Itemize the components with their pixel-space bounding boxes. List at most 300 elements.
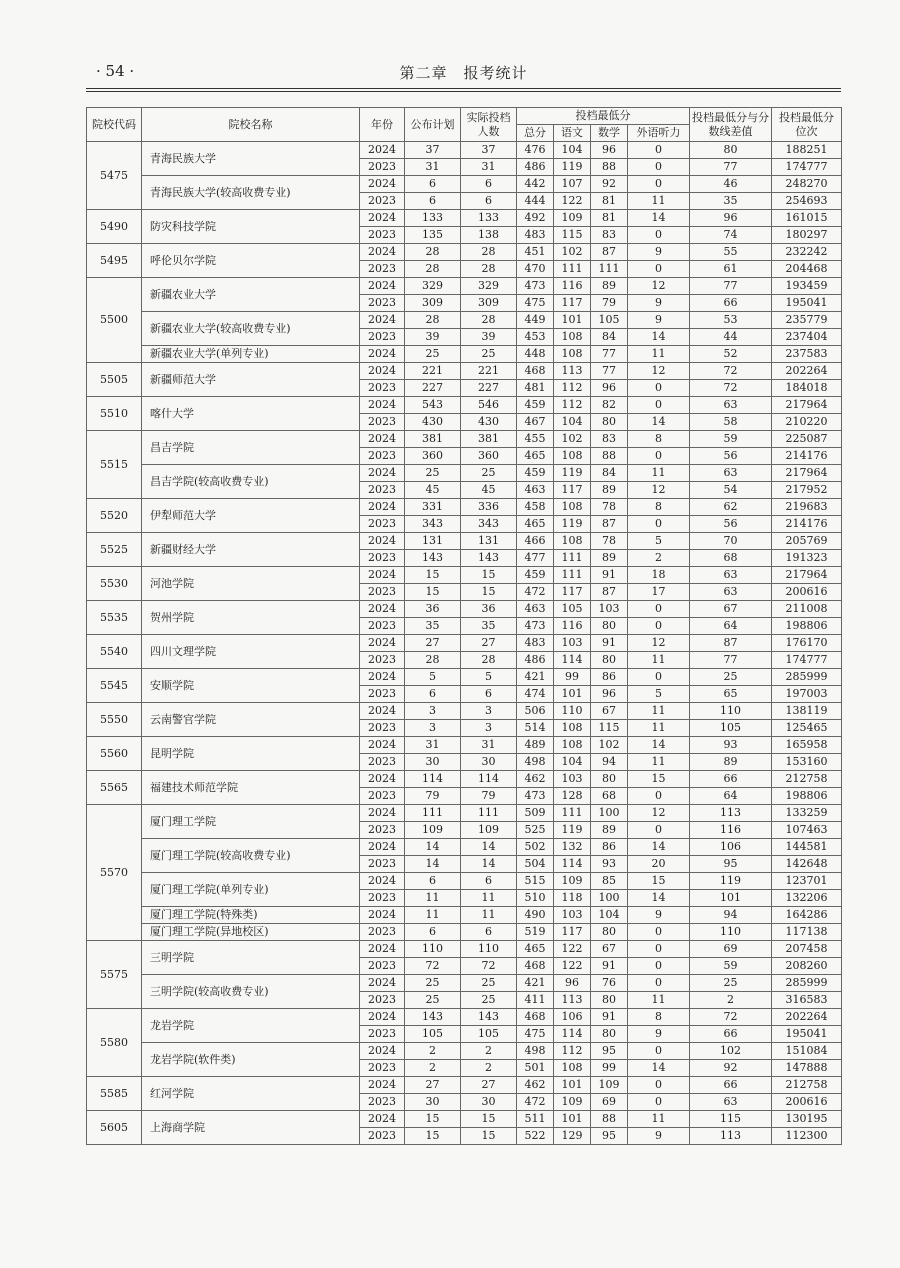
actual-cell: 31: [461, 737, 517, 754]
math-score-cell: 100: [591, 890, 628, 907]
diff-cell: 74: [690, 227, 772, 244]
chinese-score-cell: 113: [554, 363, 591, 380]
rank-cell: 147888: [772, 1060, 842, 1077]
diff-cell: 70: [690, 533, 772, 550]
listening-score-cell: 11: [628, 703, 690, 720]
actual-cell: 72: [461, 958, 517, 975]
chinese-score-cell: 108: [554, 346, 591, 363]
diff-cell: 64: [690, 618, 772, 635]
plan-cell: 28: [405, 652, 461, 669]
actual-cell: 14: [461, 856, 517, 873]
total-score-cell: 511: [517, 1111, 554, 1128]
listening-score-cell: 18: [628, 567, 690, 584]
chinese-score-cell: 129: [554, 1128, 591, 1145]
chinese-score-cell: 101: [554, 1111, 591, 1128]
actual-cell: 30: [461, 754, 517, 771]
plan-cell: 31: [405, 737, 461, 754]
plan-cell: 343: [405, 516, 461, 533]
plan-cell: 37: [405, 142, 461, 159]
total-score-cell: 490: [517, 907, 554, 924]
actual-cell: 114: [461, 771, 517, 788]
chinese-score-cell: 119: [554, 516, 591, 533]
plan-cell: 131: [405, 533, 461, 550]
plan-cell: 72: [405, 958, 461, 975]
school-code-cell: 5535: [87, 601, 142, 635]
school-code-cell: 5545: [87, 669, 142, 703]
chinese-score-cell: 118: [554, 890, 591, 907]
rank-cell: 205769: [772, 533, 842, 550]
diff-cell: 66: [690, 1077, 772, 1094]
year-cell: 2024: [360, 975, 405, 992]
diff-cell: 110: [690, 703, 772, 720]
plan-cell: 2: [405, 1043, 461, 1060]
year-cell: 2023: [360, 686, 405, 703]
rank-cell: 200616: [772, 584, 842, 601]
year-cell: 2024: [360, 771, 405, 788]
school-name-cell: 三明学院(较高收费专业): [142, 975, 360, 1009]
actual-cell: 2: [461, 1043, 517, 1060]
diff-cell: 64: [690, 788, 772, 805]
listening-score-cell: 0: [628, 227, 690, 244]
table-row: [87, 567, 842, 584]
plan-cell: 6: [405, 873, 461, 890]
actual-cell: 15: [461, 1111, 517, 1128]
plan-cell: 25: [405, 346, 461, 363]
math-score-cell: 77: [591, 346, 628, 363]
school-code-cell: 5520: [87, 499, 142, 533]
rank-cell: 151084: [772, 1043, 842, 1060]
diff-cell: 68: [690, 550, 772, 567]
math-score-cell: 76: [591, 975, 628, 992]
listening-score-cell: 11: [628, 720, 690, 737]
rank-cell: 132206: [772, 890, 842, 907]
chinese-score-cell: 122: [554, 958, 591, 975]
total-score-cell: 483: [517, 635, 554, 652]
listening-score-cell: 9: [628, 1128, 690, 1145]
table-row: [87, 805, 842, 822]
diff-cell: 58: [690, 414, 772, 431]
chinese-score-cell: 101: [554, 1077, 591, 1094]
listening-score-cell: 12: [628, 635, 690, 652]
year-cell: 2023: [360, 550, 405, 567]
rank-cell: 214176: [772, 448, 842, 465]
school-name-cell: 福建技术师范学院: [142, 771, 360, 805]
chinese-score-cell: 132: [554, 839, 591, 856]
school-name-cell: 防灾科技学院: [142, 210, 360, 244]
math-score-cell: 102: [591, 737, 628, 754]
diff-cell: 119: [690, 873, 772, 890]
plan-cell: 35: [405, 618, 461, 635]
math-score-cell: 81: [591, 210, 628, 227]
total-score-cell: 522: [517, 1128, 554, 1145]
total-score-cell: 510: [517, 890, 554, 907]
actual-cell: 309: [461, 295, 517, 312]
plan-cell: 27: [405, 635, 461, 652]
diff-cell: 106: [690, 839, 772, 856]
year-cell: 2024: [360, 210, 405, 227]
total-score-cell: 472: [517, 1094, 554, 1111]
actual-cell: 109: [461, 822, 517, 839]
year-cell: 2023: [360, 618, 405, 635]
actual-cell: 14: [461, 839, 517, 856]
table-row: [87, 176, 842, 193]
diff-cell: 72: [690, 363, 772, 380]
actual-cell: 30: [461, 1094, 517, 1111]
table-row: [87, 703, 842, 720]
year-cell: 2023: [360, 958, 405, 975]
actual-cell: 2: [461, 1060, 517, 1077]
year-cell: 2023: [360, 652, 405, 669]
total-score-cell: 470: [517, 261, 554, 278]
rank-cell: 232242: [772, 244, 842, 261]
chinese-score-cell: 111: [554, 550, 591, 567]
diff-cell: 110: [690, 924, 772, 941]
chinese-score-cell: 117: [554, 924, 591, 941]
plan-cell: 227: [405, 380, 461, 397]
math-score-cell: 104: [591, 907, 628, 924]
actual-cell: 329: [461, 278, 517, 295]
rank-cell: 130195: [772, 1111, 842, 1128]
chinese-score-cell: 106: [554, 1009, 591, 1026]
table-row: [87, 1077, 842, 1094]
year-cell: 2023: [360, 720, 405, 737]
math-score-cell: 91: [591, 635, 628, 652]
total-score-cell: 519: [517, 924, 554, 941]
rank-cell: 133259: [772, 805, 842, 822]
year-cell: 2024: [360, 703, 405, 720]
year-cell: 2024: [360, 601, 405, 618]
diff-cell: 80: [690, 142, 772, 159]
plan-cell: 6: [405, 686, 461, 703]
chinese-score-cell: 114: [554, 1026, 591, 1043]
chinese-score-cell: 108: [554, 1060, 591, 1077]
listening-score-cell: 0: [628, 1043, 690, 1060]
table-row: [87, 1043, 842, 1060]
chinese-score-cell: 109: [554, 210, 591, 227]
plan-cell: 135: [405, 227, 461, 244]
listening-score-cell: 0: [628, 924, 690, 941]
chinese-score-cell: 128: [554, 788, 591, 805]
plan-cell: 309: [405, 295, 461, 312]
rank-cell: 117138: [772, 924, 842, 941]
year-cell: 2024: [360, 397, 405, 414]
chinese-score-cell: 104: [554, 142, 591, 159]
math-score-cell: 88: [591, 448, 628, 465]
admission-table: [86, 107, 842, 1145]
listening-score-cell: 11: [628, 193, 690, 210]
school-code-cell: 5525: [87, 533, 142, 567]
rank-cell: 235779: [772, 312, 842, 329]
chinese-score-cell: 101: [554, 686, 591, 703]
chinese-score-cell: 119: [554, 159, 591, 176]
diff-cell: 77: [690, 159, 772, 176]
total-score-cell: 502: [517, 839, 554, 856]
plan-cell: 28: [405, 244, 461, 261]
total-score-cell: 473: [517, 618, 554, 635]
math-score-cell: 86: [591, 669, 628, 686]
table-row: [87, 1111, 842, 1128]
diff-cell: 72: [690, 1009, 772, 1026]
diff-cell: 63: [690, 567, 772, 584]
school-name-cell: 青海民族大学: [142, 142, 360, 176]
plan-cell: 105: [405, 1026, 461, 1043]
rank-cell: 197003: [772, 686, 842, 703]
diff-cell: 95: [690, 856, 772, 873]
table-row: [87, 839, 842, 856]
plan-cell: 430: [405, 414, 461, 431]
total-score-cell: 455: [517, 431, 554, 448]
rank-cell: 316583: [772, 992, 842, 1009]
actual-cell: 6: [461, 924, 517, 941]
rank-cell: 164286: [772, 907, 842, 924]
school-code-cell: 5560: [87, 737, 142, 771]
chinese-score-cell: 110: [554, 703, 591, 720]
school-name-cell: 龙岩学院: [142, 1009, 360, 1043]
math-score-cell: 91: [591, 958, 628, 975]
table-row: [87, 907, 842, 924]
year-cell: 2023: [360, 414, 405, 431]
rank-cell: 219683: [772, 499, 842, 516]
col-header-plan: 公布计划: [405, 108, 461, 142]
year-cell: 2023: [360, 788, 405, 805]
chapter-title: 第二章 报考统计: [399, 64, 528, 82]
actual-cell: 15: [461, 584, 517, 601]
chinese-score-cell: 108: [554, 533, 591, 550]
chinese-score-cell: 111: [554, 567, 591, 584]
school-code-cell: 5490: [87, 210, 142, 244]
total-score-cell: 506: [517, 703, 554, 720]
plan-cell: 143: [405, 550, 461, 567]
total-score-cell: 449: [517, 312, 554, 329]
diff-cell: 115: [690, 1111, 772, 1128]
total-score-cell: 486: [517, 159, 554, 176]
plan-cell: 543: [405, 397, 461, 414]
listening-score-cell: 0: [628, 142, 690, 159]
math-score-cell: 83: [591, 431, 628, 448]
math-score-cell: 100: [591, 805, 628, 822]
actual-cell: 28: [461, 652, 517, 669]
table-row: [87, 941, 842, 958]
diff-cell: 35: [690, 193, 772, 210]
plan-cell: 114: [405, 771, 461, 788]
diff-cell: 59: [690, 958, 772, 975]
school-code-cell: 5585: [87, 1077, 142, 1111]
plan-cell: 14: [405, 856, 461, 873]
table-row: [87, 363, 842, 380]
listening-score-cell: 2: [628, 550, 690, 567]
listening-score-cell: 0: [628, 975, 690, 992]
math-score-cell: 67: [591, 941, 628, 958]
math-score-cell: 83: [591, 227, 628, 244]
year-cell: 2023: [360, 890, 405, 907]
year-cell: 2024: [360, 278, 405, 295]
school-name-cell: 安顺学院: [142, 669, 360, 703]
total-score-cell: 459: [517, 397, 554, 414]
actual-cell: 15: [461, 567, 517, 584]
actual-cell: 138: [461, 227, 517, 244]
table-row: [87, 737, 842, 754]
actual-cell: 111: [461, 805, 517, 822]
total-score-cell: 477: [517, 550, 554, 567]
actual-cell: 3: [461, 703, 517, 720]
listening-score-cell: 15: [628, 771, 690, 788]
year-cell: 2024: [360, 873, 405, 890]
plan-cell: 15: [405, 584, 461, 601]
total-score-cell: 504: [517, 856, 554, 873]
math-score-cell: 88: [591, 159, 628, 176]
total-score-cell: 473: [517, 278, 554, 295]
year-cell: 2024: [360, 431, 405, 448]
total-score-cell: 475: [517, 295, 554, 312]
rank-cell: 208260: [772, 958, 842, 975]
rank-cell: 161015: [772, 210, 842, 227]
chinese-score-cell: 116: [554, 278, 591, 295]
rank-cell: 195041: [772, 1026, 842, 1043]
plan-cell: 331: [405, 499, 461, 516]
total-score-cell: 463: [517, 482, 554, 499]
chinese-score-cell: 96: [554, 975, 591, 992]
math-score-cell: 89: [591, 278, 628, 295]
diff-cell: 102: [690, 1043, 772, 1060]
diff-cell: 56: [690, 448, 772, 465]
actual-cell: 105: [461, 1026, 517, 1043]
school-name-cell: 喀什大学: [142, 397, 360, 431]
year-cell: 2023: [360, 516, 405, 533]
math-score-cell: 115: [591, 720, 628, 737]
rank-cell: 217964: [772, 465, 842, 482]
listening-score-cell: 9: [628, 312, 690, 329]
math-score-cell: 109: [591, 1077, 628, 1094]
chinese-score-cell: 108: [554, 720, 591, 737]
chinese-score-cell: 116: [554, 618, 591, 635]
actual-cell: 336: [461, 499, 517, 516]
rank-cell: 225087: [772, 431, 842, 448]
actual-cell: 36: [461, 601, 517, 618]
plan-cell: 15: [405, 1128, 461, 1145]
listening-score-cell: 9: [628, 1026, 690, 1043]
school-name-cell: 呼伦贝尔学院: [142, 244, 360, 278]
diff-cell: 92: [690, 1060, 772, 1077]
listening-score-cell: 0: [628, 788, 690, 805]
math-score-cell: 68: [591, 788, 628, 805]
math-score-cell: 87: [591, 244, 628, 261]
diff-cell: 25: [690, 669, 772, 686]
diff-cell: 55: [690, 244, 772, 261]
chinese-score-cell: 112: [554, 397, 591, 414]
plan-cell: 15: [405, 1111, 461, 1128]
total-score-cell: 501: [517, 1060, 554, 1077]
actual-cell: 131: [461, 533, 517, 550]
year-cell: 2023: [360, 448, 405, 465]
year-cell: 2024: [360, 465, 405, 482]
year-cell: 2023: [360, 924, 405, 941]
math-score-cell: 80: [591, 618, 628, 635]
table-row: [87, 397, 842, 414]
listening-score-cell: 0: [628, 516, 690, 533]
plan-cell: 143: [405, 1009, 461, 1026]
chinese-score-cell: 113: [554, 992, 591, 1009]
math-score-cell: 87: [591, 584, 628, 601]
year-cell: 2023: [360, 295, 405, 312]
chinese-score-cell: 109: [554, 873, 591, 890]
actual-cell: 37: [461, 142, 517, 159]
diff-cell: 93: [690, 737, 772, 754]
listening-score-cell: 0: [628, 261, 690, 278]
school-name-cell: 伊犁师范大学: [142, 499, 360, 533]
listening-score-cell: 0: [628, 941, 690, 958]
total-score-cell: 489: [517, 737, 554, 754]
rank-cell: 202264: [772, 1009, 842, 1026]
diff-cell: 54: [690, 482, 772, 499]
plan-cell: 3: [405, 720, 461, 737]
total-score-cell: 474: [517, 686, 554, 703]
plan-cell: 30: [405, 1094, 461, 1111]
math-score-cell: 80: [591, 771, 628, 788]
math-score-cell: 89: [591, 550, 628, 567]
chinese-score-cell: 115: [554, 227, 591, 244]
diff-cell: 2: [690, 992, 772, 1009]
rank-cell: 188251: [772, 142, 842, 159]
chinese-score-cell: 103: [554, 635, 591, 652]
year-cell: 2024: [360, 312, 405, 329]
plan-cell: 31: [405, 159, 461, 176]
school-code-cell: 5475: [87, 142, 142, 210]
school-name-cell: 河池学院: [142, 567, 360, 601]
diff-cell: 63: [690, 465, 772, 482]
listening-score-cell: 0: [628, 1077, 690, 1094]
year-cell: 2024: [360, 346, 405, 363]
year-cell: 2024: [360, 839, 405, 856]
year-cell: 2023: [360, 1026, 405, 1043]
year-cell: 2024: [360, 1111, 405, 1128]
total-score-cell: 472: [517, 584, 554, 601]
listening-score-cell: 0: [628, 397, 690, 414]
actual-cell: 25: [461, 346, 517, 363]
listening-score-cell: 9: [628, 907, 690, 924]
plan-cell: 329: [405, 278, 461, 295]
header-rule: [86, 88, 841, 89]
diff-cell: 96: [690, 210, 772, 227]
col-header-diff: 投档最低分与分数线差值: [690, 108, 772, 142]
listening-score-cell: 15: [628, 873, 690, 890]
rank-cell: 142648: [772, 856, 842, 873]
table-row: [87, 1009, 842, 1026]
listening-score-cell: 11: [628, 652, 690, 669]
plan-cell: 25: [405, 992, 461, 1009]
listening-score-cell: 11: [628, 754, 690, 771]
total-score-cell: 459: [517, 567, 554, 584]
total-score-cell: 486: [517, 652, 554, 669]
listening-score-cell: 12: [628, 805, 690, 822]
total-score-cell: 467: [517, 414, 554, 431]
total-score-cell: 492: [517, 210, 554, 227]
total-score-cell: 462: [517, 1077, 554, 1094]
total-score-cell: 444: [517, 193, 554, 210]
school-name-cell: 云南警官学院: [142, 703, 360, 737]
actual-cell: 6: [461, 176, 517, 193]
year-cell: 2023: [360, 329, 405, 346]
listening-score-cell: 11: [628, 992, 690, 1009]
actual-cell: 25: [461, 992, 517, 1009]
plan-cell: 360: [405, 448, 461, 465]
total-score-cell: 476: [517, 142, 554, 159]
chinese-score-cell: 103: [554, 771, 591, 788]
rank-cell: 193459: [772, 278, 842, 295]
diff-cell: 69: [690, 941, 772, 958]
actual-cell: 6: [461, 873, 517, 890]
diff-cell: 87: [690, 635, 772, 652]
school-name-cell: 青海民族大学(较高收费专业): [142, 176, 360, 210]
